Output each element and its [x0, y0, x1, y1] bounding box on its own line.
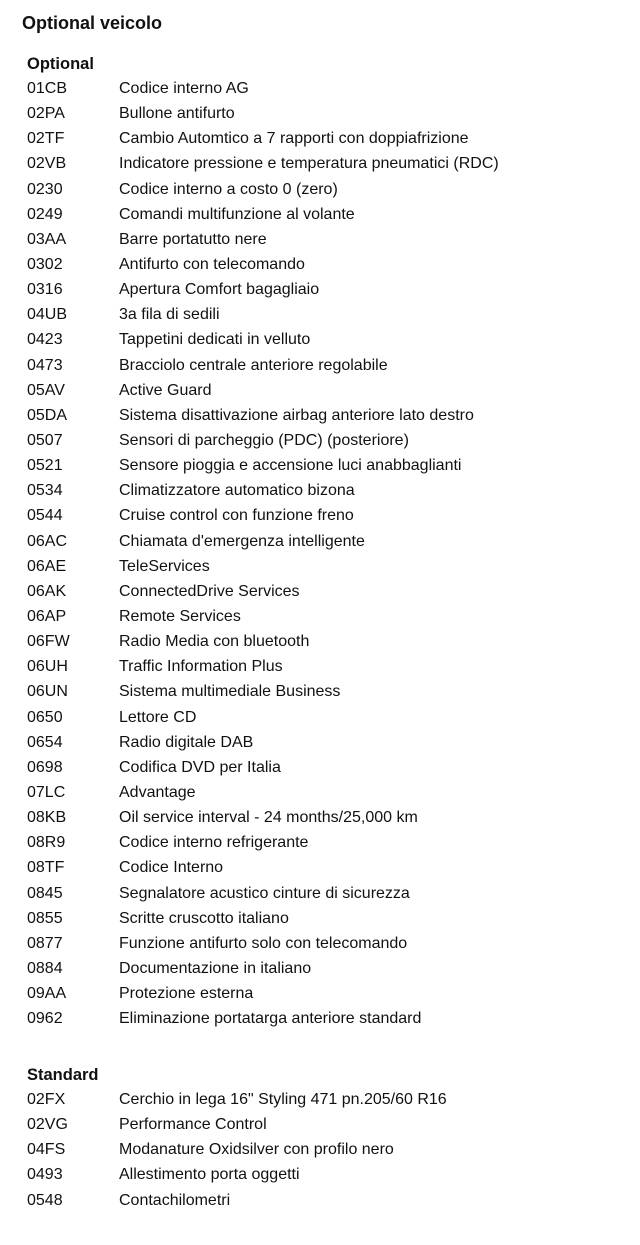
option-code: 08R9 [27, 834, 66, 852]
option-description: Cambio Automtico a 7 rapporti con doppiafrizione [119, 130, 469, 148]
option-description: Cruise control con funzione freno [119, 507, 354, 525]
option-code: 0521 [27, 457, 63, 475]
option-code: 0534 [27, 482, 63, 500]
option-code: 02VB [27, 155, 67, 173]
list-item [27, 403, 627, 428]
option-description: Remote Services [119, 607, 241, 625]
option-code: 06UH [27, 658, 68, 676]
option-code: 06AC [27, 532, 68, 550]
option-code: 0544 [27, 507, 63, 525]
option-code: 0423 [27, 331, 63, 349]
list-item [27, 76, 627, 101]
option-code: 06AK [27, 582, 67, 600]
option-code: 0877 [27, 934, 63, 952]
option-code: 0962 [27, 1010, 63, 1028]
list-item [27, 705, 627, 730]
list-item [27, 1006, 627, 1031]
option-description: Sistema multimediale Business [119, 683, 341, 701]
optional-section [27, 52, 627, 1031]
list-item [27, 177, 627, 202]
option-description: Chiamata d'emergenza intelligente [119, 532, 365, 550]
option-description: Antifurto con telecomando [119, 255, 305, 273]
option-description: TeleServices [119, 557, 210, 575]
option-description: Cerchio in lega 16" Styling 471 pn.205/60 R16 [119, 1091, 447, 1108]
option-description: Barre portatutto nere [119, 230, 267, 248]
option-description: Indicatore pressione e temperatura pneumatici (RDC) [119, 155, 499, 173]
standard-list [27, 1087, 627, 1213]
option-description: Comandi multifunzione al volante [119, 205, 355, 223]
option-code: 0698 [27, 758, 63, 776]
list-item [27, 302, 627, 327]
list-item [27, 529, 627, 554]
list-item [27, 252, 627, 277]
option-description: Modanature Oxidsilver con profilo nero [119, 1141, 394, 1159]
option-code: 04FS [27, 1141, 66, 1159]
list-item [27, 981, 627, 1006]
option-code: 08TF [27, 859, 65, 877]
list-item [27, 956, 627, 981]
option-description: Apertura Comfort bagagliaio [119, 281, 320, 299]
option-code: 0230 [27, 180, 63, 198]
option-description: Active Guard [119, 381, 212, 399]
list-item [27, 353, 627, 378]
list-item [27, 378, 627, 403]
option-description: Codice interno refrigerante [119, 834, 309, 852]
list-item [27, 679, 627, 704]
option-code: 0650 [27, 708, 63, 726]
list-item [27, 1137, 627, 1162]
option-description: Radio digitale DAB [119, 733, 254, 751]
option-description: Codice Interno [119, 859, 224, 877]
list-item [27, 327, 627, 352]
option-code: 0845 [27, 884, 63, 902]
option-code: 0507 [27, 431, 63, 449]
list-item [27, 151, 627, 176]
option-description: Segnalatore acustico cinture di sicurezza [119, 884, 410, 902]
option-code: 0855 [27, 909, 63, 927]
option-code: 0249 [27, 205, 63, 223]
option-description: 3a fila di sedili [119, 306, 220, 324]
list-item [27, 654, 627, 679]
option-description: Codifica DVD per Italia [119, 758, 281, 776]
list-item [27, 1087, 627, 1112]
option-code: 07LC [27, 783, 66, 801]
option-code: 06AE [27, 557, 67, 575]
list-item [27, 780, 627, 805]
list-item [27, 604, 627, 629]
list-item [27, 629, 627, 654]
option-code: 0884 [27, 959, 63, 977]
list-item [27, 554, 627, 579]
list-item [27, 227, 627, 252]
list-item [27, 755, 627, 780]
option-description: Bracciolo centrale anteriore regolabile [119, 356, 388, 374]
option-description: Contachilometri [119, 1191, 231, 1209]
page-title: Optional veicolo [22, 13, 163, 33]
option-description: Allestimento porta oggetti [119, 1166, 300, 1184]
option-description: Codice interno AG [119, 80, 249, 97]
option-description: Sensori di parcheggio (PDC) (posteriore) [119, 431, 409, 449]
list-item [27, 1112, 627, 1137]
option-code: 02FX [27, 1091, 66, 1108]
list-item [27, 202, 627, 227]
option-code: 06AP [27, 607, 67, 625]
list-item [27, 126, 627, 151]
option-description: Performance Control [119, 1116, 267, 1134]
list-item [27, 503, 627, 528]
list-item [27, 579, 627, 604]
option-code: 02TF [27, 130, 65, 148]
list-item [27, 453, 627, 478]
option-description: Oil service interval - 24 months/25,000 km [119, 809, 418, 827]
option-code: 03AA [27, 230, 67, 248]
option-description: Codice interno a costo 0 (zero) [119, 180, 338, 198]
option-description: Sistema disattivazione airbag anteriore lato destro [119, 406, 474, 424]
list-item [27, 428, 627, 453]
option-code: 01CB [27, 80, 68, 97]
option-code: 0473 [27, 356, 63, 374]
list-item [27, 478, 627, 503]
list-item [27, 1188, 627, 1213]
option-description: Radio Media con bluetooth [119, 633, 310, 651]
option-description: Sensore pioggia e accensione luci anabbaglianti [119, 457, 462, 475]
option-code: 0493 [27, 1166, 63, 1184]
standard-section [27, 1063, 627, 1213]
option-description: ConnectedDrive Services [119, 582, 300, 600]
option-description: Tappetini dedicati in velluto [119, 331, 311, 349]
list-item [27, 906, 627, 931]
list-item [27, 855, 627, 880]
option-description: Scritte cruscotto italiano [119, 909, 289, 927]
option-code: 02PA [27, 105, 65, 123]
option-code: 0654 [27, 733, 63, 751]
option-code: 0548 [27, 1191, 63, 1209]
option-description: Climatizzatore automatico bizona [119, 482, 355, 500]
option-code: 05AV [27, 381, 65, 399]
option-code: 05DA [27, 406, 68, 424]
option-description: Bullone antifurto [119, 105, 235, 123]
option-code: 08KB [27, 809, 67, 827]
option-code: 0302 [27, 255, 63, 273]
option-code: 04UB [27, 306, 68, 324]
option-description: Funzione antifurto solo con telecomando [119, 934, 408, 952]
list-item [27, 101, 627, 126]
list-item [27, 277, 627, 302]
option-code: 06UN [27, 683, 68, 701]
option-code: 06FW [27, 633, 70, 651]
list-item [27, 931, 627, 956]
option-description: Eliminazione portatarga anteriore standard [119, 1010, 422, 1028]
option-description: Lettore CD [119, 708, 197, 726]
option-code: 09AA [27, 985, 67, 1003]
option-description: Documentazione in italiano [119, 959, 312, 977]
option-code: 02VG [27, 1116, 68, 1134]
list-item [27, 805, 627, 830]
option-description: Traffic Information Plus [119, 658, 283, 676]
list-item [27, 881, 627, 906]
list-item [27, 730, 627, 755]
optional-list [27, 76, 627, 1031]
option-description: Protezione esterna [119, 985, 254, 1003]
list-item [27, 1162, 627, 1187]
section-title-optional: Optional [27, 55, 94, 73]
section-title-standard: Standard [27, 1066, 99, 1084]
option-description: Advantage [119, 783, 196, 801]
option-code: 0316 [27, 281, 63, 299]
list-item [27, 830, 627, 855]
